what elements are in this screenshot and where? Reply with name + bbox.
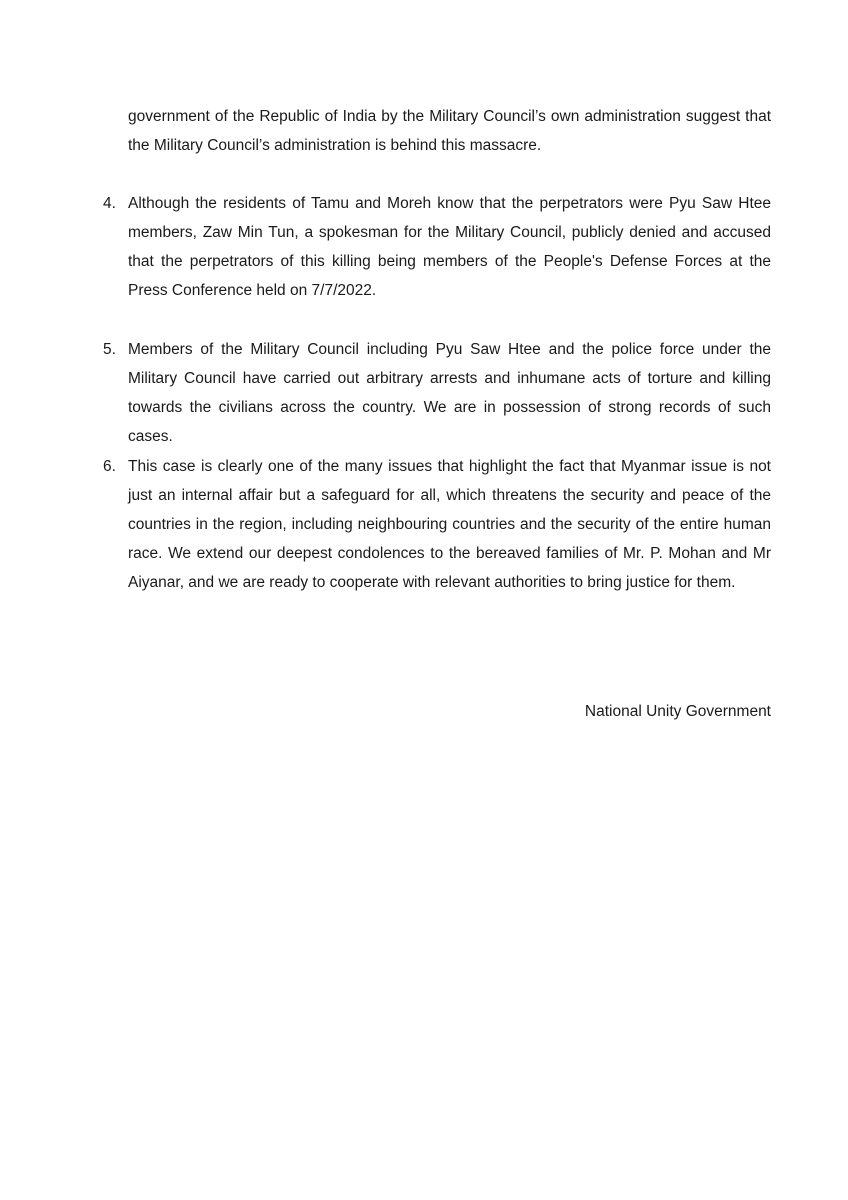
- item-number: 6.: [103, 458, 116, 475]
- item-text: Although the residents of Tamu and Moreh know that the perpetrators were Pyu Saw Htee members, Zaw Min Tun, a spokesman for the Military Council, publicly denied and accused that the perpetrators of this killing being members of the People's Defense Forces at the Press Conference held on 7/7/2022.: [128, 195, 771, 299]
- item-text: This case is clearly one of the many issues that highlight the fact that Myanmar issue is not just an internal affair but a safeguard for all, which threatens the security and peace of the countries in the region, including neighbouring countries and the security of the entire human race. We extend our deepest condolences to the bereaved families of Mr. P. Mohan and Mr Aiyanar, and we are ready to cooperate with relevant authorities to bring justice for them.: [128, 458, 771, 591]
- item-number: 5.: [103, 341, 116, 358]
- list-item-6: [103, 452, 771, 597]
- item-number: 4.: [103, 195, 116, 212]
- list-item-5: [103, 335, 771, 451]
- signature-line: National Unity Government: [584, 703, 771, 720]
- continuation-paragraph: government of the Republic of India by the Military Council’s own administration suggest that the Military Council’s administration is behind this massacre.: [128, 108, 771, 154]
- list-item-4: [103, 189, 771, 305]
- item-text: Members of the Military Council including Pyu Saw Htee and the police force under the Military Council have carried out arbitrary arrests and inhumane acts of torture and killing towards the civilians across the country. We are in possession of strong records of such cases.: [128, 341, 771, 445]
